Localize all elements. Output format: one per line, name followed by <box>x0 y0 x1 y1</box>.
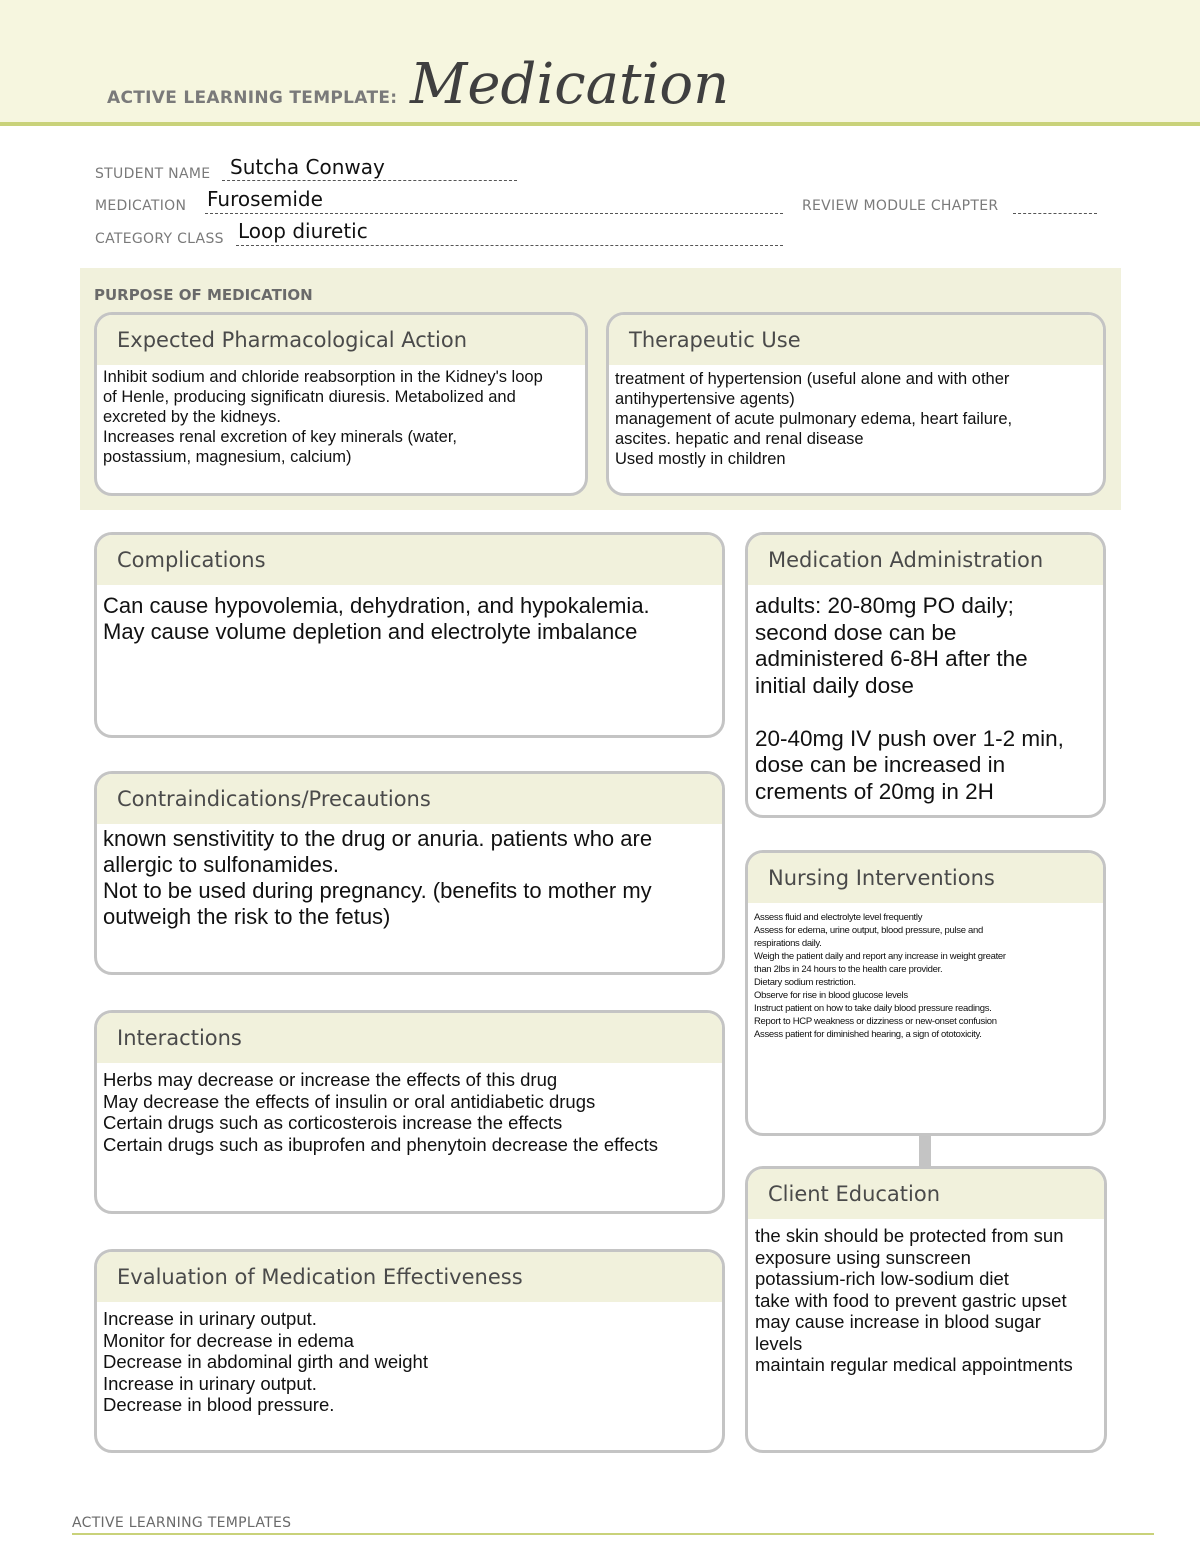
contraindications-line: allergic to sulfonamides. <box>103 852 340 877</box>
nursing-line: Assess for edema, urine output, blood pressure, pulse and <box>754 925 983 936</box>
nursing-interventions-title: Nursing Interventions <box>748 853 1103 903</box>
nursing-interventions-box <box>745 850 1106 1136</box>
nursing-line: than 2lbs in 24 hours to the health care provider. <box>754 964 943 975</box>
administration-line <box>755 699 1097 726</box>
review-module-label: REVIEW MODULE CHAPTER <box>802 198 999 214</box>
review-module-field[interactable] <box>1013 213 1097 214</box>
evaluation-line: Increase in urinary output. <box>103 1308 317 1329</box>
therapeutic-use-content <box>609 365 1103 475</box>
contraindications-title: Contraindications/Precautions <box>97 774 722 824</box>
contraindications-box <box>94 771 725 975</box>
box-connector <box>919 1134 931 1166</box>
category-class-line <box>236 245 783 246</box>
client-education-line: levels <box>755 1332 803 1354</box>
client-education-line: exposure using sunscreen <box>755 1246 971 1268</box>
expected-action-line: Increases renal excretion of key minerals (water, <box>103 428 457 446</box>
client-education-line: potassium-rich low-sodium diet <box>755 1268 1009 1289</box>
contraindications-line: known senstivitity to the drug or anuria. patients who are <box>103 826 653 851</box>
student-name-field[interactable]: Sutcha Conway <box>230 155 385 179</box>
evaluation-line: Decrease in blood pressure. <box>103 1394 335 1415</box>
interactions-line: Certain drugs such as ibuprofen and phenytoin decrease the effects <box>103 1133 659 1155</box>
administration-line: initial daily dose <box>755 672 914 698</box>
nursing-line: Assess fluid and electrolyte level frequently <box>754 912 923 923</box>
client-education-title: Client Education <box>748 1169 1104 1219</box>
expected-action-line: of Henle, producing significatn diuresis. Metabolized and <box>103 388 516 406</box>
complications-line: May cause volume depletion and electrolyte imbalance <box>103 619 638 644</box>
student-name-line <box>222 180 517 181</box>
administration-line: administered 6-8H after the <box>755 646 1028 671</box>
evaluation-box <box>94 1249 725 1453</box>
contraindications-line: Not to be used during pregnancy. (benefits to mother my <box>103 878 652 903</box>
header-rule <box>0 122 1200 126</box>
expected-action-box <box>94 312 588 496</box>
client-education-line: maintain regular medical appointments <box>755 1354 1073 1375</box>
medication-line <box>205 213 783 214</box>
nursing-line: Dietary sodium restriction. <box>754 977 856 988</box>
student-name-label: STUDENT NAME <box>95 166 211 182</box>
contraindications-line: outweigh the risk to the fetus) <box>103 904 391 929</box>
client-education-line: take with food to prevent gastric upset <box>755 1289 1067 1311</box>
therapeutic-use-box <box>606 312 1106 496</box>
evaluation-line: Decrease in abdominal girth and weight <box>103 1351 428 1372</box>
nursing-line: Observe for rise in blood glucose levels <box>754 990 908 1001</box>
therapeutic-use-line: ascites. hepatic and renal disease <box>615 430 864 448</box>
complications-box <box>94 532 725 738</box>
interactions-line: Herbs may decrease or increase the effects of this drug <box>103 1069 558 1090</box>
client-education-line: the skin should be protected from sun <box>755 1225 1064 1246</box>
client-education-content <box>748 1219 1104 1382</box>
complications-line: Can cause hypovolemia, dehydration, and hypokalemia. <box>103 593 650 618</box>
nursing-line: respirations daily. <box>754 938 822 949</box>
administration-line: adults: 20-80mg PO daily; <box>755 593 1014 618</box>
nursing-line: Instruct patient on how to take daily blood pressure readings. <box>754 1003 992 1014</box>
medication-label: MEDICATION <box>95 198 187 214</box>
footer-rule <box>72 1533 1154 1535</box>
administration-content <box>748 585 1103 811</box>
interactions-line: Certain drugs such as corticosterois increase the effects <box>103 1112 563 1133</box>
nursing-line: Assess patient for diminished hearing, a sign of ototoxicity. <box>754 1029 982 1040</box>
therapeutic-use-line: management of acute pulmonary edema, heart failure, <box>615 410 1013 428</box>
administration-line: second dose can be <box>755 619 957 645</box>
evaluation-content <box>97 1302 722 1422</box>
evaluation-line: Monitor for decrease in edema <box>103 1329 354 1351</box>
footer-label: ACTIVE LEARNING TEMPLATES <box>72 1515 292 1531</box>
interactions-box <box>94 1010 725 1214</box>
complications-content <box>97 585 722 651</box>
template-label: ACTIVE LEARNING TEMPLATE: <box>107 88 398 108</box>
therapeutic-use-title: Therapeutic Use <box>609 315 1103 365</box>
interactions-content <box>97 1063 722 1161</box>
interactions-title: Interactions <box>97 1013 722 1063</box>
therapeutic-use-line: treatment of hypertension (useful alone and with other <box>615 370 1010 388</box>
administration-line: 20-40mg IV push over 1-2 min, <box>755 725 1064 751</box>
expected-action-line: Inhibit sodium and chloride reabsorption in the Kidney's loop <box>103 368 543 386</box>
contraindications-content <box>97 824 722 936</box>
nursing-line: Weigh the patient daily and report any increase in weight greater <box>754 951 1006 962</box>
category-class-field[interactable]: Loop diuretic <box>238 219 368 243</box>
complications-title: Complications <box>97 535 722 585</box>
expected-action-content <box>97 365 585 473</box>
expected-action-line: excreted by the kidneys. <box>103 408 281 426</box>
expected-action-title: Expected Pharmacological Action <box>97 315 585 365</box>
template-title: Medication <box>410 52 730 117</box>
interactions-line: May decrease the effects of insulin or oral antidiabetic drugs <box>103 1090 596 1112</box>
administration-line: crements of 20mg in 2H <box>755 778 994 804</box>
nursing-interventions-content <box>748 903 1103 1047</box>
category-class-label: CATEGORY CLASS <box>95 231 224 247</box>
administration-box <box>745 532 1106 818</box>
evaluation-title: Evaluation of Medication Effectiveness <box>97 1252 722 1302</box>
nursing-line: Report to HCP weakness or dizziness or new-onset confusion <box>754 1016 997 1027</box>
client-education-box <box>745 1166 1107 1453</box>
therapeutic-use-line: antihypertensive agents) <box>615 390 795 408</box>
evaluation-line: Increase in urinary output. <box>103 1372 317 1394</box>
administration-line: dose can be increased in <box>755 752 1006 777</box>
administration-title: Medication Administration <box>748 535 1103 585</box>
client-education-line: may cause increase in blood sugar <box>755 1311 1041 1332</box>
purpose-title: PURPOSE OF MEDICATION <box>94 286 313 304</box>
therapeutic-use-line: Used mostly in children <box>615 450 786 468</box>
expected-action-line: postassium, magnesium, calcium) <box>103 448 352 466</box>
medication-field[interactable]: Furosemide <box>207 187 323 211</box>
